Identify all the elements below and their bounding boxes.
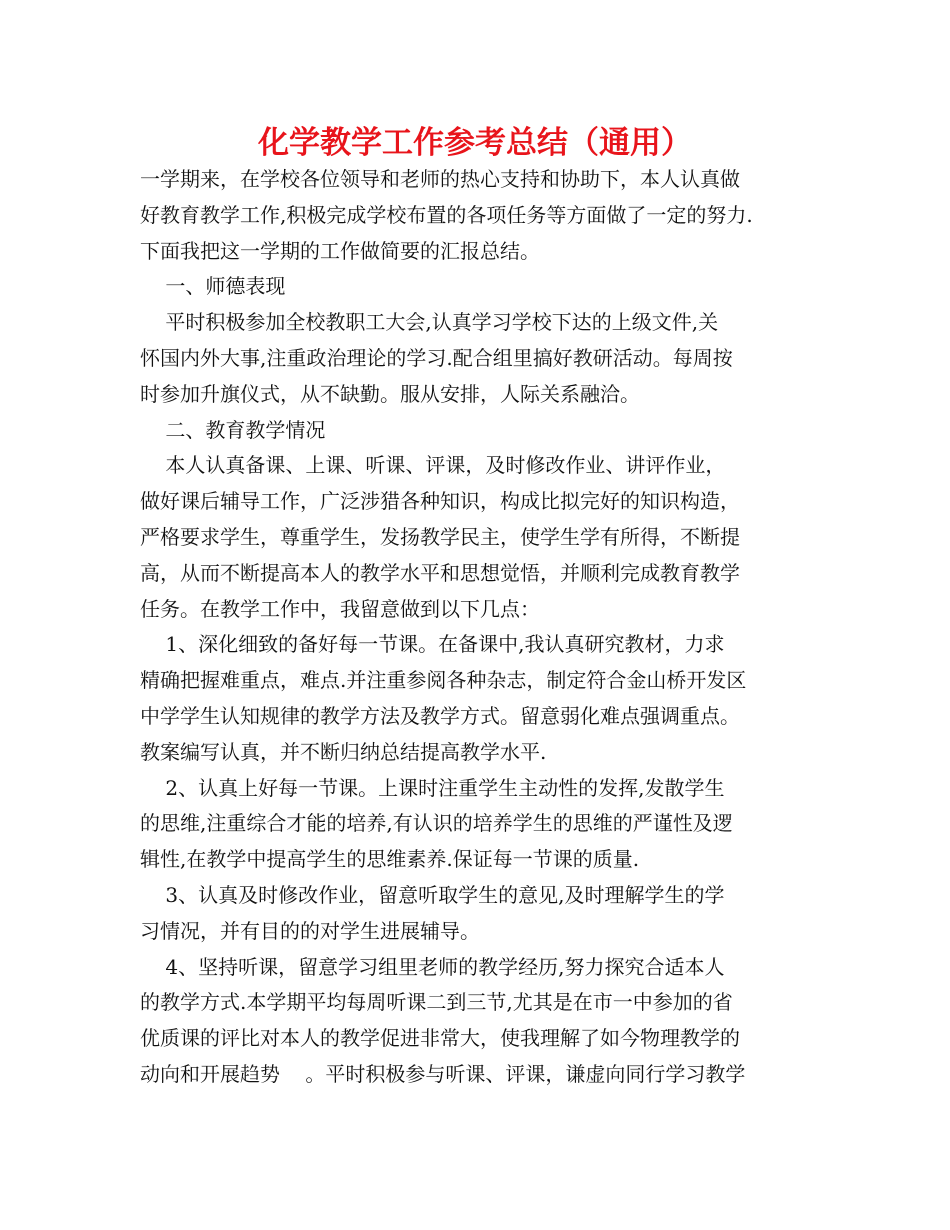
body-line: 做好课后辅导工作，广泛涉猎各种知识，构成比拟完好的知识构造， xyxy=(140,489,740,514)
body-line: 严格要求学生，尊重学生，发扬教学民主，使学生学有所得，不断提 xyxy=(140,524,740,549)
body-line: 高，从而不断提高本人的教学水平和思想觉悟，并顺利完成教育教学 xyxy=(140,560,740,585)
body-line: 下面我把这一学期的工作做简要的汇报总结。 xyxy=(140,238,540,263)
body-line: 的教学方式.本学期平均每周听课二到三节,尤其是在市一中参加的省 xyxy=(140,990,733,1015)
section-heading: 一、师德表现 xyxy=(140,274,286,299)
body-line: 动向和开展趋势 。平时积极参与听课、评课，谦虚向同行学习教学 xyxy=(140,1061,746,1086)
section-heading: 二、教育教学情况 xyxy=(140,417,326,442)
document-body xyxy=(140,162,816,1093)
body-line: 4、坚持听课，留意学习组里老师的教学经历,努力探究合适本人 xyxy=(140,954,725,979)
body-line: 怀国内外大事,注重政治理论的学习.配合组里搞好教研活动。每周按 xyxy=(140,345,733,370)
body-line: 任务。在教学工作中，我留意做到以下几点： xyxy=(140,596,540,621)
body-line: 1、深化细致的备好每一节课。在备课中,我认真研究教材，力求 xyxy=(140,632,725,657)
body-line: 习情况，并有目的的对学生进展辅导。 xyxy=(140,918,480,943)
body-line: 本人认真备课、上课、听课、评课，及时修改作业、讲评作业， xyxy=(140,453,726,478)
body-line: 辑性,在教学中提高学生的思维素养.保证每一节课的质量. xyxy=(140,847,640,872)
body-line: 优质课的评比对本人的教学促进非常大，使我理解了如今物理教学的 xyxy=(140,1026,740,1051)
body-line: 好教育教学工作,积极完成学校布置的各项任务等方面做了一定的努力. xyxy=(140,202,753,227)
body-line: 3、认真及时修改作业，留意听取学生的意见,及时理解学生的学 xyxy=(140,882,725,907)
body-line: 教案编写认真，并不断归纳总结提高教学水平. xyxy=(140,739,547,764)
body-line: 精确把握难重点，难点.并注重参阅各种杂志，制定符合金山桥开发区 xyxy=(140,668,747,693)
body-line: 2、认真上好每一节课。上课时注重学生主动性的发挥,发散学生 xyxy=(140,775,725,800)
body-line: 的思维,注重综合才能的培养,有认识的培养学生的思维的严谨性及逻 xyxy=(140,811,733,836)
body-line: 时参加升旗仪式，从不缺勤。服从安排，人际关系融洽。 xyxy=(140,381,640,406)
body-line: 中学学生认知规律的教学方法及教学方式。留意弱化难点强调重点。 xyxy=(140,703,740,728)
body-line: 一学期来，在学校各位领导和老师的热心支持和协助下，本人认真做 xyxy=(140,167,740,191)
document-title: 化学教学工作参考总结（通用） xyxy=(258,125,692,161)
body-line: 平时积极参加全校教职工大会,认真学习学校下达的上级文件,关 xyxy=(140,310,719,335)
